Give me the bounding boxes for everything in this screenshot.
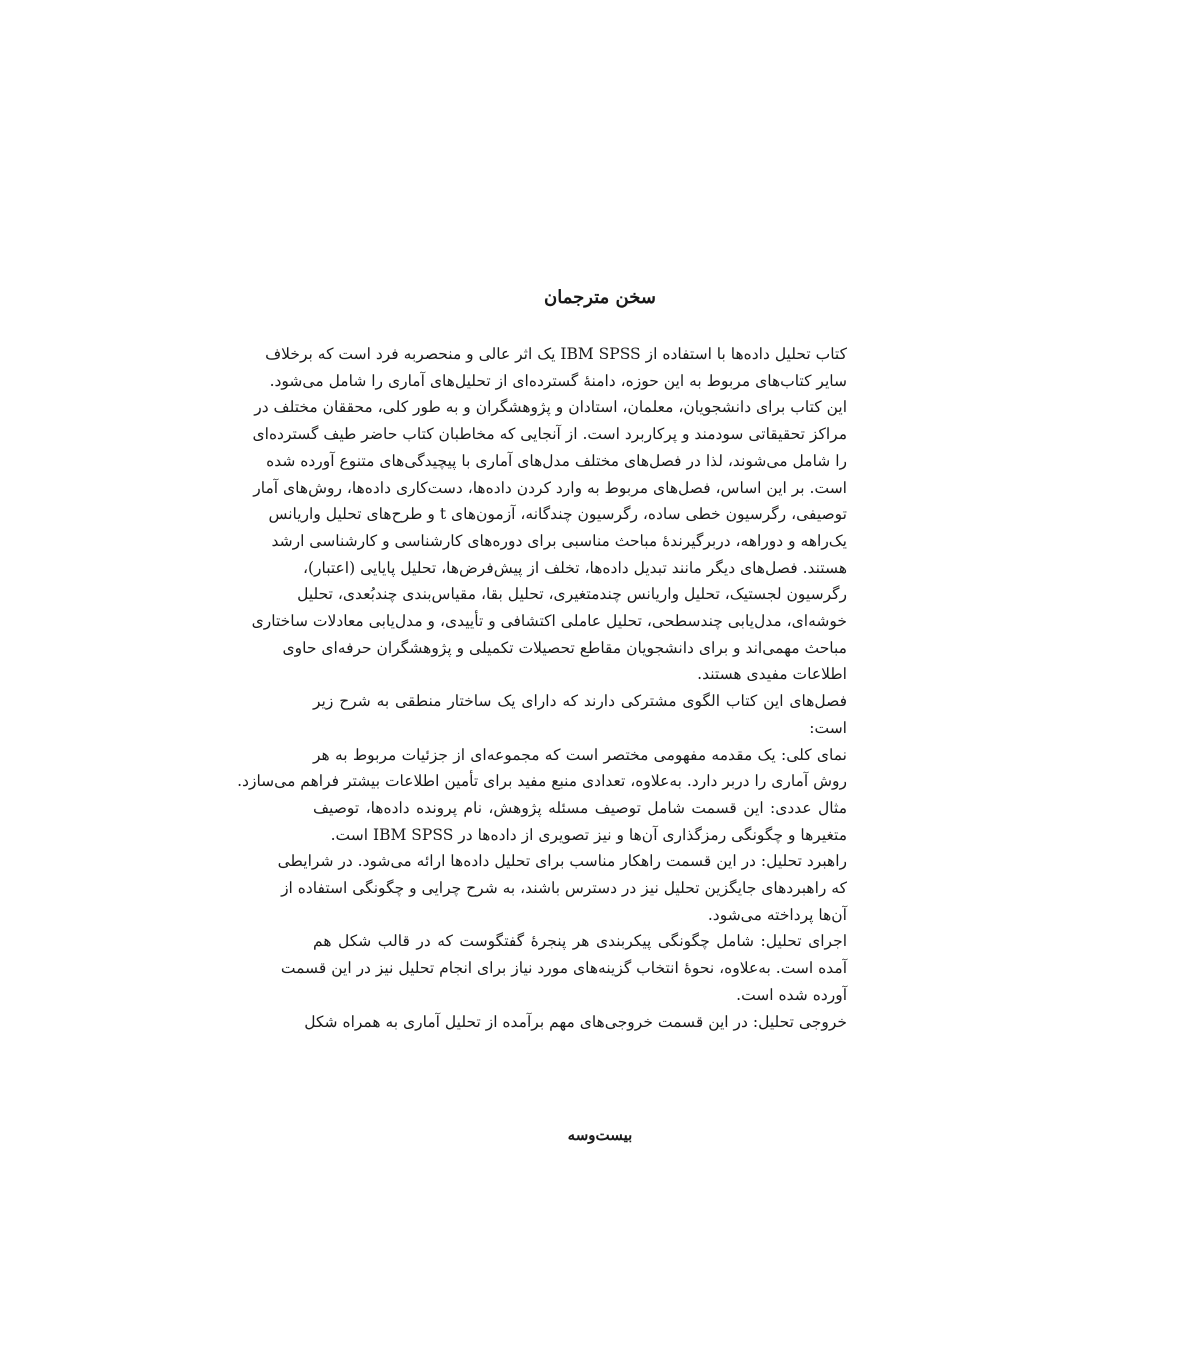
paragraph-analysis-strategy	[277, 848, 847, 928]
text-line: مباحث مهمی‌اند و برای دانشجویان مقاطع تحصیلات تکمیلی و پژوهشگران حرفه‌ای حاوی	[282, 638, 847, 657]
body-text	[237, 341, 847, 1035]
paragraph-analysis-setup	[280, 928, 847, 1008]
text-line: مراکز تحقیقاتی سودمند و پرکاربرد است. از آنجایی که مخاطبان کتاب حاضر طیف گسترده‌ای	[252, 425, 847, 444]
page-title: سخن مترجمان	[544, 287, 656, 308]
text-line: خوشه‌ای، مدل‌یابی چندسطحی، تحلیل عاملی اکتشافی و تأییدی، و مدل‌یابی معادلات ساختاری	[251, 612, 847, 631]
text-line: مثال عددی: این قسمت شامل توصیف مسئله پژوهش، نام پرونده داده‌ها، توصیف	[313, 798, 847, 817]
paragraph-numerical-example	[313, 795, 847, 848]
text-line: سایر کتاب‌های مربوط به این حوزه، دامنهٔ گسترده‌ای از تحلیل‌های آماری را شامل می‌شود.	[269, 371, 847, 390]
text-line: این کتاب برای دانشجویان، معلمان، استادان و پژوهشگران و به طور کلی، محققان مختلف در	[254, 398, 847, 417]
paragraph-overview	[237, 742, 847, 795]
text-line: است:	[809, 718, 847, 737]
text-line: اجرای تحلیل: شامل چگونگی پیکربندی هر پنجرهٔ گفتگوست که در قالب شکل هم	[313, 932, 847, 951]
text-line: متغیرها و چگونگی رمزگذاری آن‌ها و نیز تصویری از داده‌ها در IBM SPSS است.	[330, 825, 847, 844]
text-line: آمده است. به‌علاوه، نحوهٔ انتخاب گزینه‌های مورد نیاز برای انجام تحلیل نیز در این قسمت	[280, 959, 847, 978]
text-line: کتاب تحلیل داده‌ها با استفاده از IBM SPSS یک اثر عالی و منحصربه فرد است که برخلاف	[265, 345, 847, 363]
text-line: اطلاعات مفیدی هستند.	[697, 665, 847, 684]
page-number: بیست‌وسه	[567, 1126, 633, 1144]
text-line: است. بر این اساس، فصل‌های مربوط به وارد کردن داده‌ها، دست‌کاری داده‌ها، روش‌های آمار	[253, 478, 847, 497]
paragraph-structure	[313, 688, 847, 741]
text-line: روش آماری را دربر دارد. به‌علاوه، تعدادی منبع مفید برای تأمین اطلاعات بیشتر فراهم می‌سازد.	[237, 772, 847, 791]
text-line: راهبرد تحلیل: در این قسمت راهکار مناسب برای تحلیل داده‌ها ارائه می‌شود. در شرایطی	[277, 852, 847, 871]
text-line: که راهبردهای جایگزین تحلیل نیز در دسترس باشند، به شرح چرایی و چگونگی استفاده از	[281, 879, 847, 898]
text-line: توصیفی، رگرسیون خطی ساده، رگرسیون چندگانه، آزمون‌های t و طرح‌های تحلیل واریانس	[268, 505, 847, 524]
paragraph-intro	[251, 341, 847, 688]
text-line: آن‌ها پرداخته می‌شود.	[707, 905, 847, 924]
text-line: هستند. فصل‌های دیگر مانند تبدیل داده‌ها، تخلف از پیش‌فرض‌ها، تحلیل پایایی (اعتبار)،	[302, 558, 847, 577]
text-line: یک‌راهه و دوراهه، دربرگیرندهٔ مباحث مناسبی برای دوره‌های کارشناسی و کارشناسی ارشد	[271, 531, 847, 550]
text-line: نمای کلی: یک مقدمه مفهومی مختصر است که مجموعه‌ای از جزئیات مربوط به هر	[313, 745, 847, 764]
text-line: خروجی تحلیل: در این قسمت خروجی‌های مهم برآمده از تحلیل آماری به همراه شکل	[304, 1012, 847, 1031]
paragraph-analysis-output	[304, 1009, 847, 1036]
text-line: آورده شده است.	[736, 985, 847, 1004]
text-line: رگرسیون لجستیک، تحلیل واریانس چندمتغیری، تحلیل بقا، مقیاس‌بندی چندبُعدی، تحلیل	[297, 585, 847, 604]
text-line: را شامل می‌شوند، لذا در فصل‌های مختلف مدل‌های آماری با پیچیدگی‌های متنوع آورده شده	[266, 451, 847, 470]
text-line: فصل‌های این کتاب الگوی مشترکی دارند که دارای یک ساختار منطقی به شرح زیر	[313, 692, 847, 711]
